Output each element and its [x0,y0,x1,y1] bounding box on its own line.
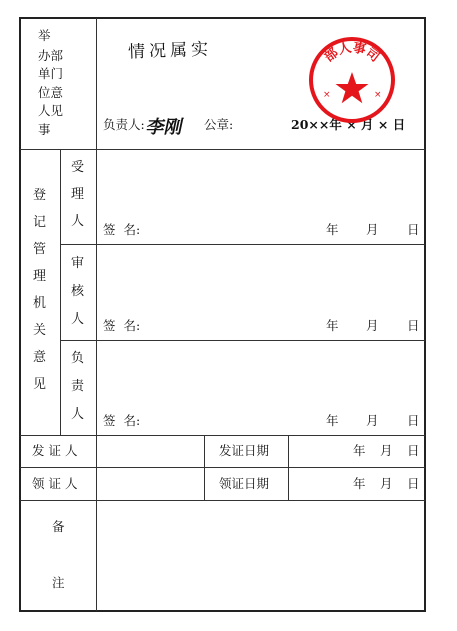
rule-receive [20,500,425,501]
date-day: 日 [407,222,420,237]
rule-reg-section [60,149,61,435]
rule-reg-1 [60,244,425,245]
section-label-char: 意 [33,350,47,365]
section-label-char: 机 [33,296,47,311]
receive-date-label: 领证日期 [219,476,270,491]
remarks-label-bottom: 注 [52,575,65,590]
role-char: 人 [71,312,85,327]
date-day: 日 [407,413,420,428]
role-char: 理 [71,187,85,202]
section-label-char: 记 [33,215,47,230]
section-label-char: 管 [33,242,47,257]
rule-left-col [96,18,97,149]
rule-reg-2 [60,340,425,341]
receiver-label: 领 证 人 [32,476,78,491]
section-label-char: 理 [33,269,47,284]
rule-issue [20,467,425,468]
date-month: 月 [366,222,379,237]
seal-star-icon [336,72,369,103]
sign-label: 签 名: [103,318,141,333]
issue-date-label: 发证日期 [219,443,270,458]
signature: 李刚 [144,117,185,138]
responsible-label: 负责人: [103,117,145,132]
receive-date-month: 月 [380,476,393,491]
date-year: 年 [326,222,339,237]
receive-date-day: 日 [407,476,420,491]
receive-date-year: 年 [353,476,366,491]
rule-reg-end [20,435,425,436]
sign-label: 签 名: [103,222,141,237]
opinion-label-line: 办部 [38,48,64,63]
top-date: 20××年 × 月 × 日 [291,117,406,132]
sign-label: 签 名: [103,413,141,428]
official-seal-stamp [308,36,396,124]
role-char: 负 [71,351,85,366]
rule-reg-role [96,149,97,435]
date-year: 年 [326,318,339,333]
issuer-label: 发 证 人 [32,443,78,458]
role-char: 人 [71,214,85,229]
seal-label: 公章: [204,117,234,132]
seal-mark: × [323,90,331,100]
seal-mark: × [374,90,382,100]
rule-issue-label [96,435,97,500]
section-label-char: 登 [33,188,47,203]
role-char: 人 [71,407,85,422]
rule-top-section [20,149,425,150]
section-label-char: 关 [33,323,47,338]
role-char: 责 [71,379,85,394]
issue-date-day: 日 [407,443,420,458]
role-char: 受 [71,160,85,175]
rule-issue-date-value [288,435,289,500]
opinion-label-line: 举 [38,28,51,43]
handwritten-statement: 情况属实 [127,39,213,63]
date-month: 月 [366,318,379,333]
rule-issue-date-label [204,435,205,500]
date-day: 日 [407,318,420,333]
opinion-label-line: 事 [38,122,51,137]
date-month: 月 [366,413,379,428]
role-char: 核 [71,284,85,299]
seal-text: 部人事司 [321,40,383,66]
role-char: 审 [71,256,85,271]
section-label-char: 见 [33,377,47,392]
opinion-label-line: 位意 [38,85,64,100]
issue-date-month: 月 [380,443,393,458]
opinion-label-line: 单门 [38,66,64,81]
remarks-label-top: 备 [52,519,65,534]
issue-date-year: 年 [353,443,366,458]
opinion-label-line: 人见 [38,103,64,118]
rule-remarks [96,500,97,611]
date-year: 年 [326,413,339,428]
